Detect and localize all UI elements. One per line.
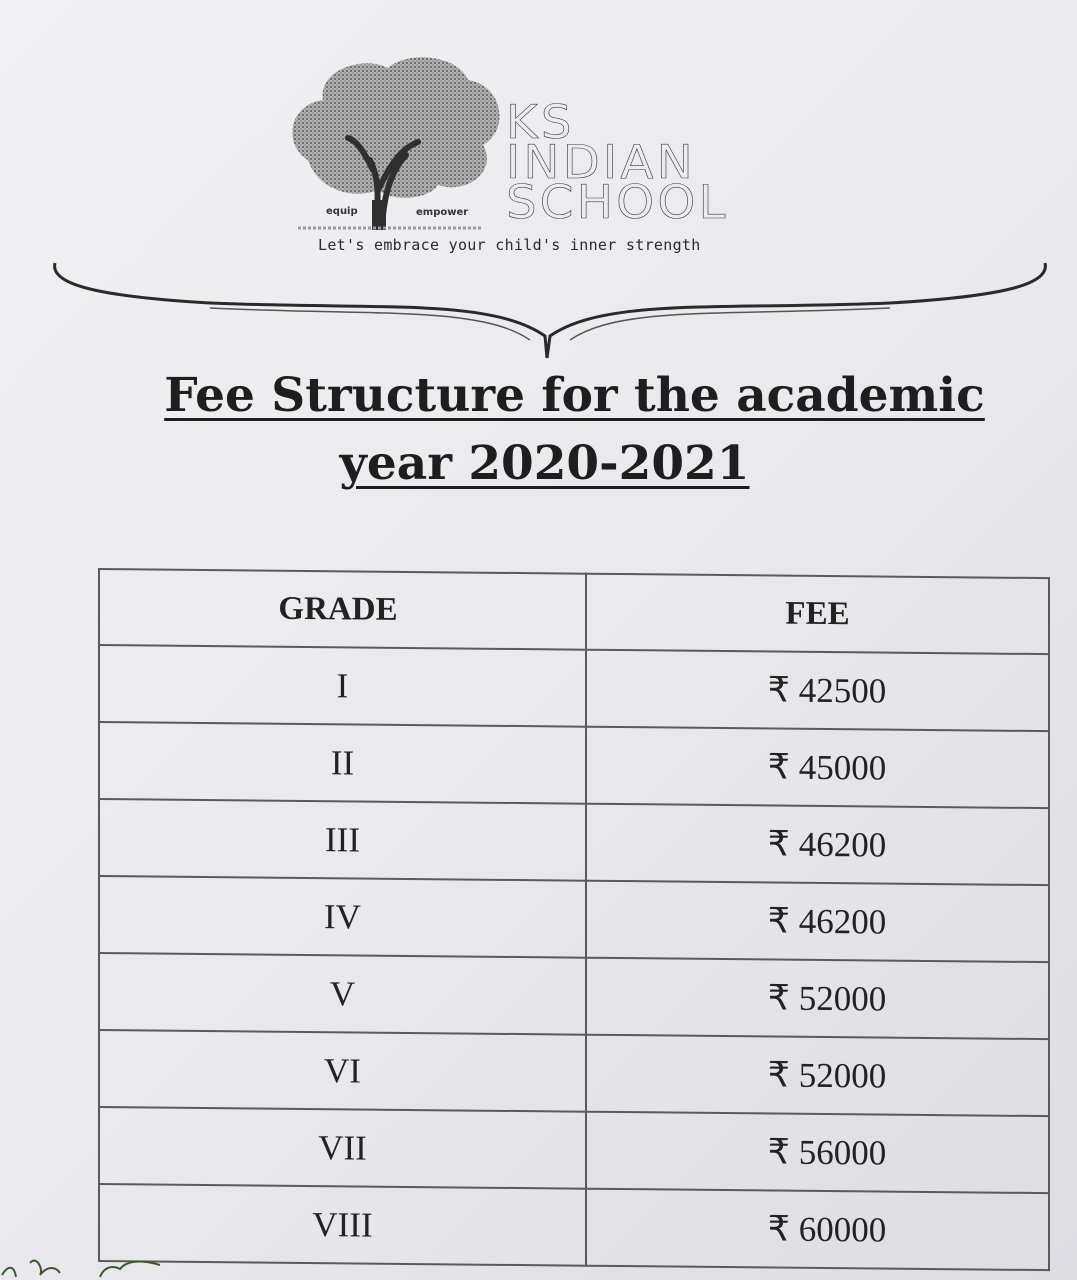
grade-column-header: GRADE xyxy=(99,569,586,650)
school-name-line-1: KS xyxy=(506,95,575,149)
fee-cell: ₹ 52000 xyxy=(586,1035,1049,1116)
handwritten-scribble xyxy=(0,1235,180,1280)
table-row xyxy=(99,1184,1049,1270)
table-row xyxy=(99,722,1049,808)
fee-cell: ₹ 42500 xyxy=(586,650,1049,731)
decorative-swash-divider xyxy=(50,258,1050,368)
motto-equip: equip xyxy=(326,206,358,217)
grade-cell: VII xyxy=(99,1107,586,1189)
fee-cell: ₹ 45000 xyxy=(586,727,1049,808)
school-name-line-2: INDIAN xyxy=(506,135,696,189)
title-line-1: Fee Structure for the academic xyxy=(164,368,985,423)
grade-cell: V xyxy=(99,953,586,1035)
table-row xyxy=(99,645,1049,731)
title-line-2: year 2020-2021 xyxy=(339,436,750,491)
grade-cell: IV xyxy=(99,876,586,958)
fee-cell: ₹ 52000 xyxy=(586,958,1049,1039)
fee-cell: ₹ 46200 xyxy=(586,881,1049,962)
grade-cell: VI xyxy=(99,1030,586,1112)
school-name-line-3: SCHOOL xyxy=(506,175,729,229)
grade-cell: I xyxy=(99,645,586,727)
fee-table xyxy=(98,568,1050,1271)
table-row xyxy=(99,799,1049,885)
document-title xyxy=(0,362,1077,498)
grade-cell: VIII xyxy=(99,1184,586,1266)
fee-cell: ₹ 46200 xyxy=(586,804,1049,885)
table-row xyxy=(99,953,1049,1039)
table-header-row xyxy=(99,569,1049,654)
grade-cell: II xyxy=(99,722,586,804)
table-row xyxy=(99,876,1049,962)
motto-empower: empower xyxy=(416,207,469,218)
school-name xyxy=(506,95,729,229)
table-row xyxy=(99,1107,1049,1193)
fee-cell: ₹ 60000 xyxy=(586,1189,1049,1270)
fee-column-header: FEE xyxy=(586,574,1049,654)
fee-cell: ₹ 56000 xyxy=(586,1112,1049,1193)
school-logo xyxy=(270,50,850,265)
tree-icon xyxy=(278,50,508,235)
table-row xyxy=(99,1030,1049,1116)
grade-cell: III xyxy=(99,799,586,881)
school-tagline: Let's embrace your child's inner strength xyxy=(318,236,701,254)
